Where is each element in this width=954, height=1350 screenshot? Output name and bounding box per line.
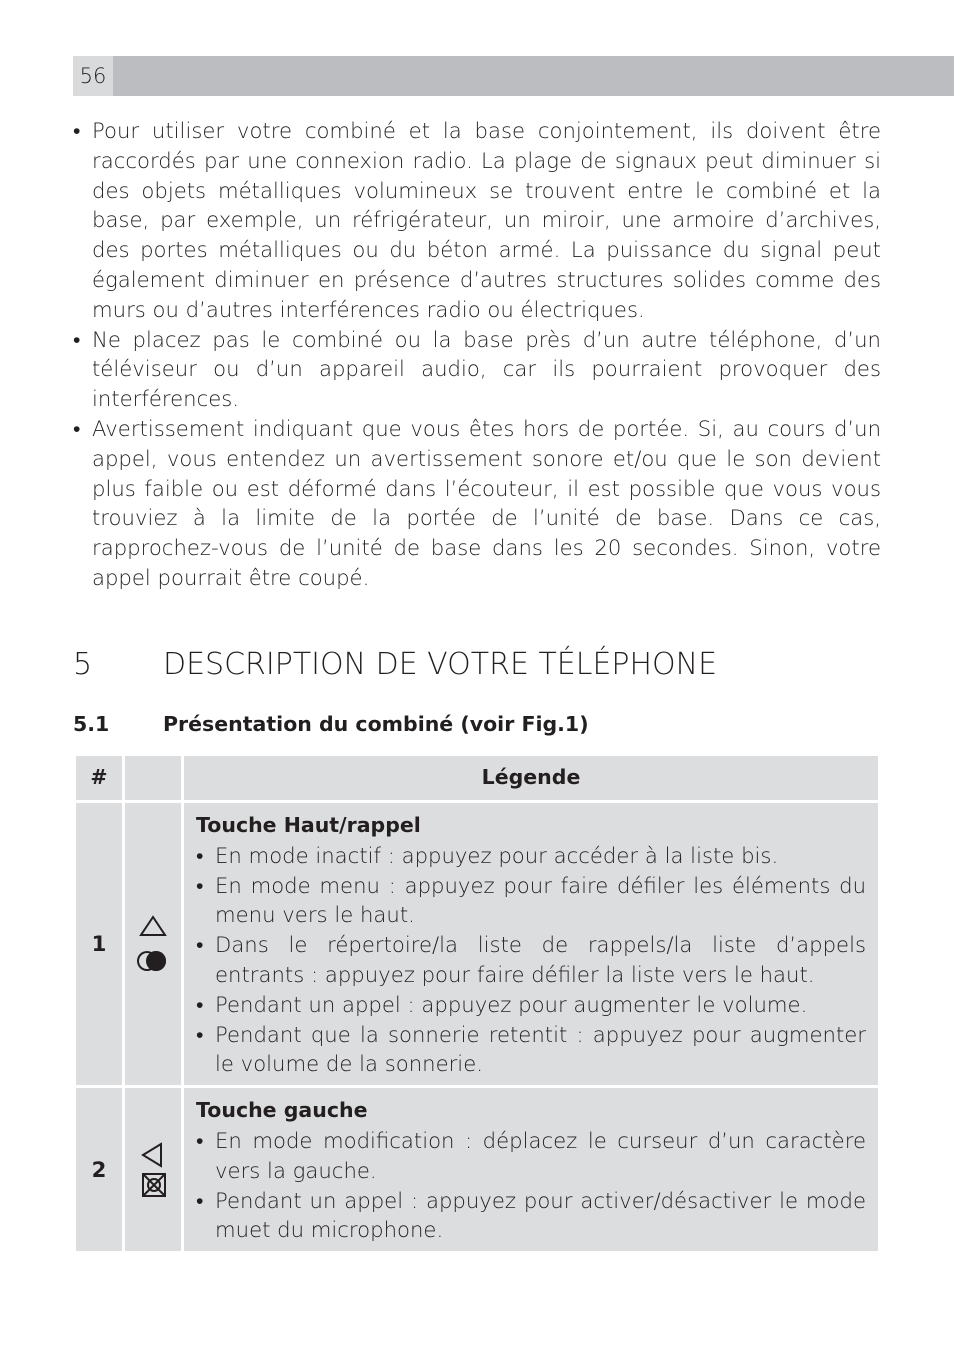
section-title: DESCRIPTION DE VOTRE TÉLÉPHONE [163,647,718,682]
redial-circles-icon [133,948,173,974]
bullet-dot: • [73,326,81,352]
bullet-item [73,116,881,325]
list-item-text: Pendant que la sonnerie retentit : appuyez pour augmenter le volume de la sonnerie. [215,1021,866,1077]
bullet-dot: • [196,1187,204,1213]
bullet-text: Pour utiliser votre combiné et la base conjointement, ils doivent être raccordés par une connexion radio. La plage de signaux peut diminuer si des objets métalliques volumineux se trouvent entre le combiné et la base, par exemple, un réfrigérateur, un miroir, une armoire d’archives, des portes métalliques ou du béton armé. La puissance du signal peut également diminuer en présence d’autres structures solides comme des murs ou d’autres interférences radio ou électriques. [92,118,881,322]
page-header-bar [73,56,954,96]
row-icons [125,803,181,1085]
page-number: 56 [73,56,113,96]
row-number: 1 [76,803,122,1085]
header-icon [125,756,181,800]
subsection-title: Présentation du combiné (voir Fig.1) [163,712,589,736]
list-item [196,1020,866,1080]
row-icons [125,1088,181,1251]
table-row [76,1088,878,1251]
list-item-text: Dans le répertoire/la liste de rappels/la liste d’appels entrants : appuyez pour faire défiler la liste vers le haut. [215,932,866,987]
bullet-dot: • [73,118,81,143]
list-item [196,1126,866,1186]
row-number: 2 [76,1088,122,1251]
list-item [196,841,866,871]
list-item [196,1186,866,1246]
row-description [184,803,878,1085]
bullet-text: Ne placez pas le combiné ou la base près d’un autre téléphone, d’un téléviseur ou d’un appareil audio, car ils pourraient provoquer des interférences. [92,326,881,412]
bullet-item [73,414,881,593]
list-item [196,990,866,1020]
list-item-text: En mode menu : appuyez pour faire défiler les éléments du menu vers le haut. [215,872,866,928]
list-item [196,871,866,931]
bullet-dot: • [196,1127,204,1153]
bullet-dot: • [196,932,204,958]
list-item-text: En mode inactif : appuyez pour accéder à la liste bis. [215,842,779,868]
row-item-list [196,841,866,1079]
table-header-row [76,756,878,800]
left-triangle-icon [133,1140,173,1170]
list-item-text: Pendant un appel : appuyez pour activer/désactiver le mode muet du microphone. [215,1187,866,1243]
list-item-text: Pendant un appel : appuyez pour augmenter le volume. [215,991,808,1017]
list-item-text: En mode modification : déplacez le curseur d’un caractère vers la gauche. [215,1127,866,1183]
bullet-dot: • [73,415,81,441]
header-num: # [76,756,122,800]
bullet-dot: • [196,872,204,898]
row-item-list [196,1126,866,1245]
table-row [76,803,878,1085]
row-title: Touche gauche [196,1098,368,1123]
bullet-dot: • [196,1021,204,1047]
subsection-heading [73,709,589,739]
bullet-dot: • [196,842,204,868]
bullet-item [73,325,881,414]
bullet-text: Avertissement indiquant que vous êtes hors de portée. Si, au cours d’un appel, vous entendez un avertissement sonore et/ou que le son devient plus faible ou est déformé dans l’écouteur, il est possible que vous vous trouviez à la limite de la portée de l’unité de base. Dans ce cas, rapprochez-vous de l’unité de base dans les 20 secondes. Sinon, votre appel pourrait être coupé. [92,415,881,590]
mute-crossed-icon [133,1170,173,1200]
intro-bullet-list [73,116,881,593]
bullet-dot: • [196,991,204,1017]
row-title: Touche Haut/rappel [196,813,421,837]
section-number: 5 [73,647,93,682]
section-heading [73,645,717,685]
list-item [196,930,866,990]
row-description [184,1088,878,1251]
legend-table [73,753,881,1254]
header-legend: Légende [184,756,878,800]
subsection-number: 5.1 [73,712,110,736]
